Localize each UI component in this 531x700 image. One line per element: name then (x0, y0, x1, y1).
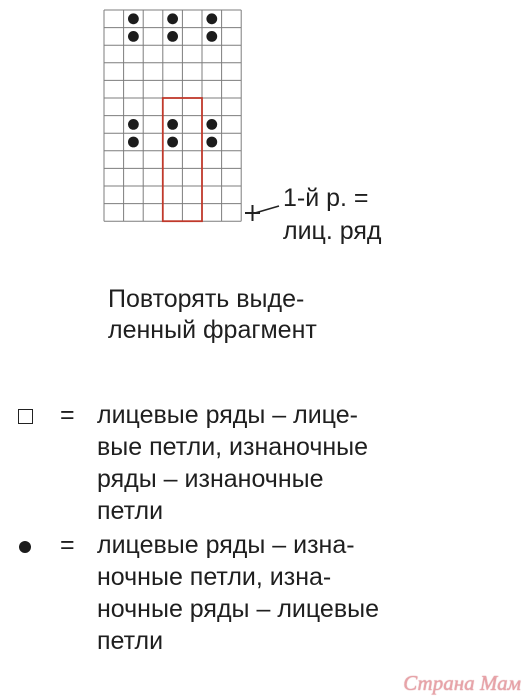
legend-1-line1: лицевые ряды – лице- (97, 401, 358, 429)
legend-2-line3: ночные ряды – лицевые (97, 595, 379, 623)
purl-stitch-dot (128, 13, 139, 24)
purl-stitch-dot (206, 31, 217, 42)
purl-stitch-dot (128, 137, 139, 148)
legend-1-line4: петли (97, 497, 164, 525)
legend-1-line2: вые петли, изнаночные (97, 433, 369, 461)
empty-square-icon (18, 409, 33, 424)
legend-equals-1: = (60, 401, 75, 429)
row-one-label-line1: 1-й р. = (283, 184, 369, 212)
purl-stitch-dot (206, 13, 217, 24)
legend-2-line1: лицевые ряды – изна- (97, 531, 355, 559)
purl-stitch-dot (167, 119, 178, 130)
watermark-logo: Страна Мам (403, 671, 521, 695)
instruction-line2: ленный фрагмент (108, 316, 317, 344)
legend-1-line3: ряды – изнаночные (97, 465, 324, 493)
legend-2-line4: петли (97, 627, 164, 655)
dot-icon (19, 541, 31, 553)
row-one-marker (245, 205, 279, 221)
purl-stitch-dot (128, 119, 139, 130)
purl-stitch-dot (167, 13, 178, 24)
purl-stitch-dot (128, 31, 139, 42)
instruction-line1: Повторять выде- (108, 285, 305, 313)
purl-stitch-dot (167, 31, 178, 42)
row-one-label-line2: лиц. ряд (283, 217, 382, 245)
purl-stitch-dot (206, 137, 217, 148)
legend-equals-2: = (60, 531, 75, 559)
legend-2-line2: ночные петли, изна- (97, 563, 332, 591)
purl-stitch-dot (167, 137, 178, 148)
purl-stitch-dot (206, 119, 217, 130)
